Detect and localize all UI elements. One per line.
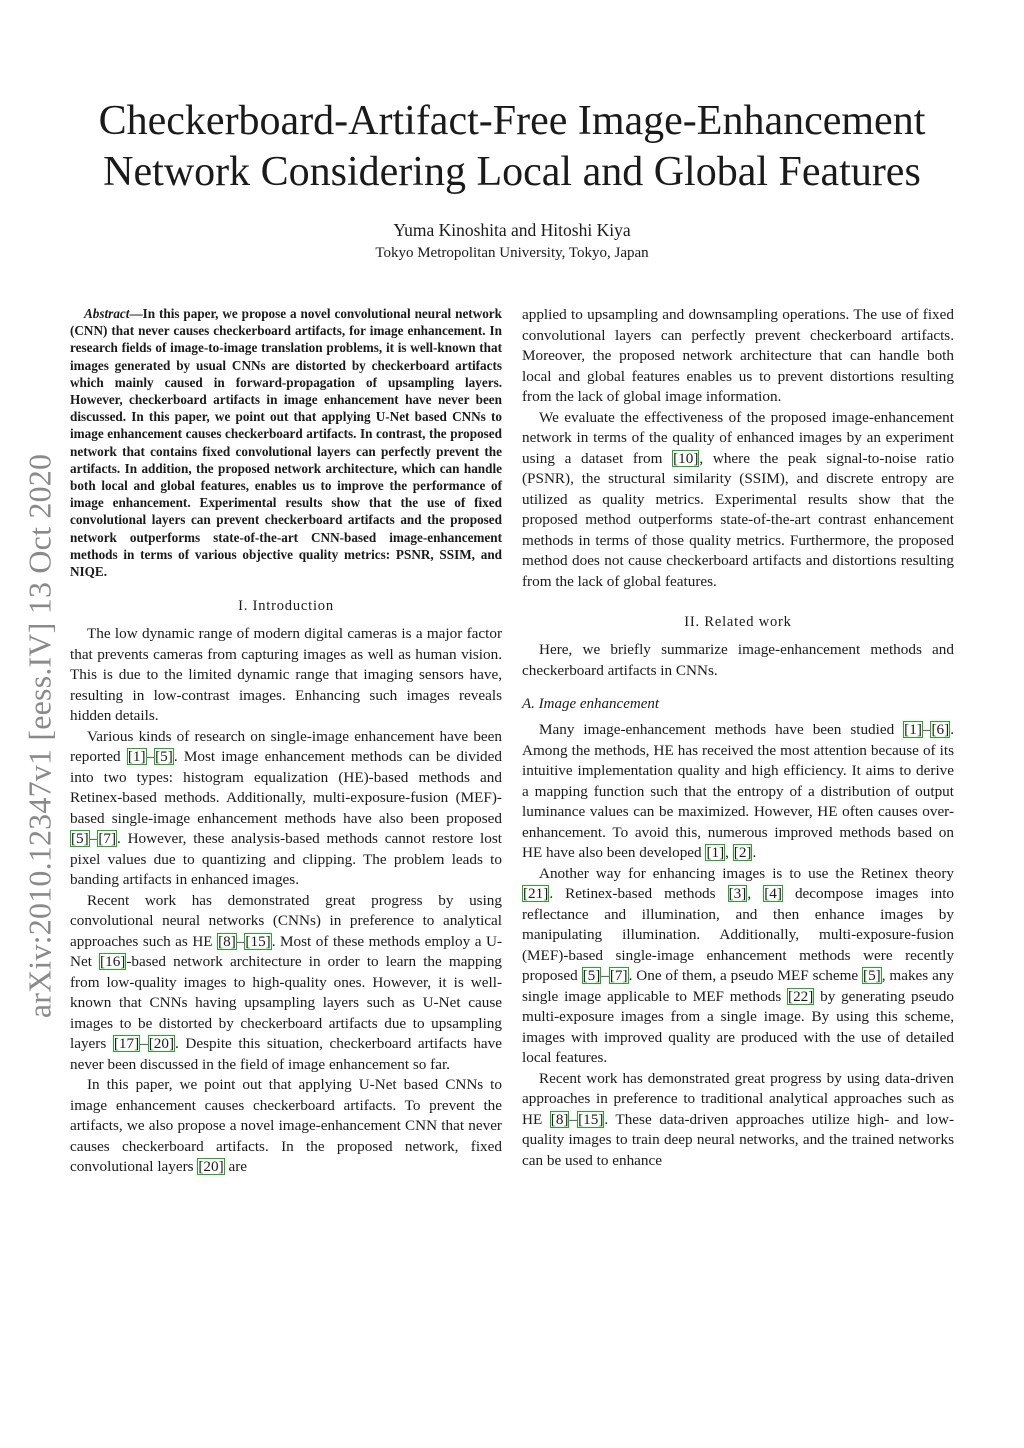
citation-link[interactable]: [3] [728, 885, 747, 902]
text-run: Recent work has demonstrated great progress by using convolutional neural networks (CNNs) in preference to analytical approaches such as HE [70, 891, 502, 950]
text-run: Many image-enhancement methods have been studied [539, 721, 904, 738]
text-run: – [569, 1110, 578, 1128]
citation-link[interactable]: [5] [582, 967, 601, 984]
arxiv-identifier: arXiv:2010.12347v1 [eess.IV] 13 Oct 2020 [21, 453, 58, 1019]
text-run: . However, these analysis-based methods cannot restore lost pixel values due to quantizing and clipping. The problem leads to banding artifacts in enhanced images. [70, 830, 502, 889]
text-run: -based network architecture in order to learn the mapping from low-quality images to high-quality ones. However, it is well-known that CNNs having upsampling layers such as U-Net cause images to be distorted by checkerboard artifacts due to upsampling layers [70, 953, 503, 1053]
left-column [70, 305, 502, 1178]
affiliation: Tokyo Metropolitan University, Tokyo, Japan [375, 245, 649, 261]
text-run: , [747, 885, 764, 902]
text-run: . These data-driven approaches utilize high- and low-quality images to train deep neural networks, and the trained networks can be used to enhance [522, 1110, 954, 1169]
text-run: . Among the methods, HE has received the most attention because of its intuitive implementation quality and high efficiency. It aims to derive a mapping function such that the entropy of a distribution of output luminance values can be maximized. However, HE often causes over-enhancement. To avoid this, numerous improved methods based on HE have also been developed [522, 721, 954, 861]
citation-link[interactable]: [5] [71, 830, 89, 848]
citation-link[interactable]: [5] [863, 967, 881, 984]
section-heading-related-work: II. Related work [684, 614, 792, 630]
section-heading-introduction: I. Introduction [238, 598, 334, 615]
citation-link[interactable]: [15] [245, 932, 271, 950]
citation-link[interactable]: [1] [904, 721, 922, 738]
text-run: Various kinds of research on single-image enhancement have been reported [70, 727, 502, 766]
text-run: are [224, 1158, 248, 1176]
text-run: . One of them, a pseudo MEF scheme [628, 967, 863, 984]
text-run: Recent work has demonstrated great progress by using data-driven approaches in preference to traditional analytical approaches such as HE [522, 1069, 954, 1128]
citation-link[interactable]: [8] [218, 932, 236, 950]
citation-link[interactable]: [2] [733, 844, 752, 861]
citation-link[interactable]: [20] [198, 1158, 224, 1176]
text-run: . Despite this situation, checkerboard artifacts have never been discussed in the field of image enhancement so far. [70, 1035, 503, 1073]
intro-paragraph-5 [522, 408, 954, 593]
citation-link[interactable]: [7] [98, 830, 117, 848]
image-enhancement-paragraph-3 [522, 1069, 954, 1172]
citation-link[interactable]: [10] [673, 449, 699, 467]
intro-paragraph-4-continued: applied to upsampling and downsampling operations. The use of fixed convolutional layers can perfectly prevent checkerboard artifacts. Moreover, the proposed network architecture that can handle both local and global features enables us to prevent distortions resulting from the lack of global image information. [522, 306, 954, 405]
citation-link[interactable]: [20] [148, 1035, 175, 1053]
citation-link[interactable]: [1] [127, 748, 146, 766]
text-run: – [89, 830, 98, 848]
intro-paragraph-3 [70, 891, 502, 1076]
text-run: – [922, 721, 931, 738]
subsection-heading-image-enhancement: A. Image enhancement [522, 696, 660, 712]
text-run: – [236, 932, 245, 950]
text-run: . Most of these methods employ a U-Net [70, 932, 503, 971]
text-run: decompose images into reflectance and illumination, and then enhance images by manipulating illumination. Additionally, multi-exposure-fusion (MEF)-based single-image enhancement methods were recently proposed [522, 885, 955, 984]
citation-link[interactable]: [21] [523, 885, 549, 902]
image-enhancement-paragraph-1 [522, 720, 954, 864]
paper-title [60, 96, 964, 198]
citation-link[interactable]: [17] [113, 1035, 140, 1053]
text-run: . Retinex-based methods [549, 885, 728, 902]
citation-link[interactable]: [5] [155, 748, 173, 766]
right-column [522, 305, 954, 1171]
text-run: In this paper, we point out that applying U-Net based CNNs to image enhancement causes checkerboard artifacts. To prevent the artifacts, we also propose a novel image-enhancement CNN that never causes checkerboard artifacts. In the proposed network, fixed convolutional layers [70, 1076, 502, 1176]
text-run: Another way for enhancing images is to use the Retinex theory [539, 864, 954, 882]
citation-link[interactable]: [8] [550, 1110, 569, 1128]
intro-paragraph-4 [70, 1075, 502, 1178]
citation-link[interactable]: [4] [764, 885, 782, 902]
intro-paragraph-1: The low dynamic range of modern digital cameras is a major factor that prevents cameras from capturing images as well as human vision. This is due to the limited dynamic range that imaging sensors have, resulting in low-contrast images. Enhancing such images reveals hidden details. [70, 625, 502, 725]
text-run: We evaluate the effectiveness of the proposed image-enhancement network in terms of the quality of enhanced images by an experiment using a dataset from [522, 408, 954, 467]
citation-link[interactable]: [7] [609, 967, 628, 984]
image-enhancement-paragraph-2 [522, 864, 954, 1069]
citation-link[interactable]: [6] [931, 721, 950, 738]
text-run: , where the peak signal-to-noise ratio (PSNR), the structural similarity (SSIM), and discrete entropy are utilized as quality metrics. Experimental results show that the proposed method outperforms state-of-the-art contrast enhancement methods in terms of those quality metrics. Furthermore, the proposed method does not cause checkerboard artifacts and distortions resulting from the lack of global features. [522, 449, 955, 590]
related-work-intro: Here, we briefly summarize image-enhancement methods and checkerboard artifacts in CNNs. [522, 641, 954, 679]
text-run: . Most image enhancement methods can be divided into two types: histogram equalization (HE)-based methods and Retinex-based methods. Additionally, multi-exposure-fusion (MEF)-based single-image enhancement methods have also been proposed [70, 748, 502, 827]
abstract-label: Abstract [84, 306, 130, 321]
abstract [70, 305, 502, 580]
text-run: – [146, 748, 155, 766]
text-run: by generating pseudo multi-exposure images from a single image. By using this scheme, images with improved quality are produced with the use of detailed local features. [522, 987, 954, 1066]
abstract-text: —In this paper, we propose a novel convolutional neural network (CNN) that never causes checkerboard artifacts, for image enhancement. In research fields of image-to-image translation problems, it is well-known that images generated by usual CNNs are distorted by checkerboard artifacts which mainly caused in forward-propagation of upsampling layers. However, checkerboard artifacts in image enhancement have never been discussed. In this paper, we point out that applying U-Net based CNNs to image enhancement causes checkerboard artifacts. In contrast, the proposed network that contains fixed convolutional layers can perfectly prevent the artifacts. In addition, the proposed network architecture, which can handle both local and global features, enables us to improve the performance of image enhancement. Experimental results show that the use of fixed convolutional layers can prevent checkerboard artifacts and the proposed network outperforms state-of-the-art CNN-based image-enhancement methods in terms of various objective quality metrics: PSNR, SSIM, and NIQE. [70, 306, 502, 580]
citation-link[interactable]: [16] [100, 953, 126, 971]
citation-link[interactable]: [1] [706, 844, 725, 861]
intro-paragraph-2 [70, 727, 502, 891]
text-run: , makes any single image applicable to MEF methods [522, 967, 955, 1005]
text-run: – [140, 1035, 148, 1053]
title-line-2: Network Considering Local and Global Features [103, 149, 921, 195]
text-run: . [752, 844, 757, 861]
text-run: , [725, 844, 733, 861]
text-run: – [601, 967, 609, 984]
author-list: Yuma Kinoshita and Hitoshi Kiya [393, 220, 631, 240]
citation-link[interactable]: [22] [788, 987, 814, 1005]
citation-link[interactable]: [15] [578, 1110, 604, 1128]
title-line-1: Checkerboard-Artifact-Free Image-Enhancement [98, 98, 926, 144]
